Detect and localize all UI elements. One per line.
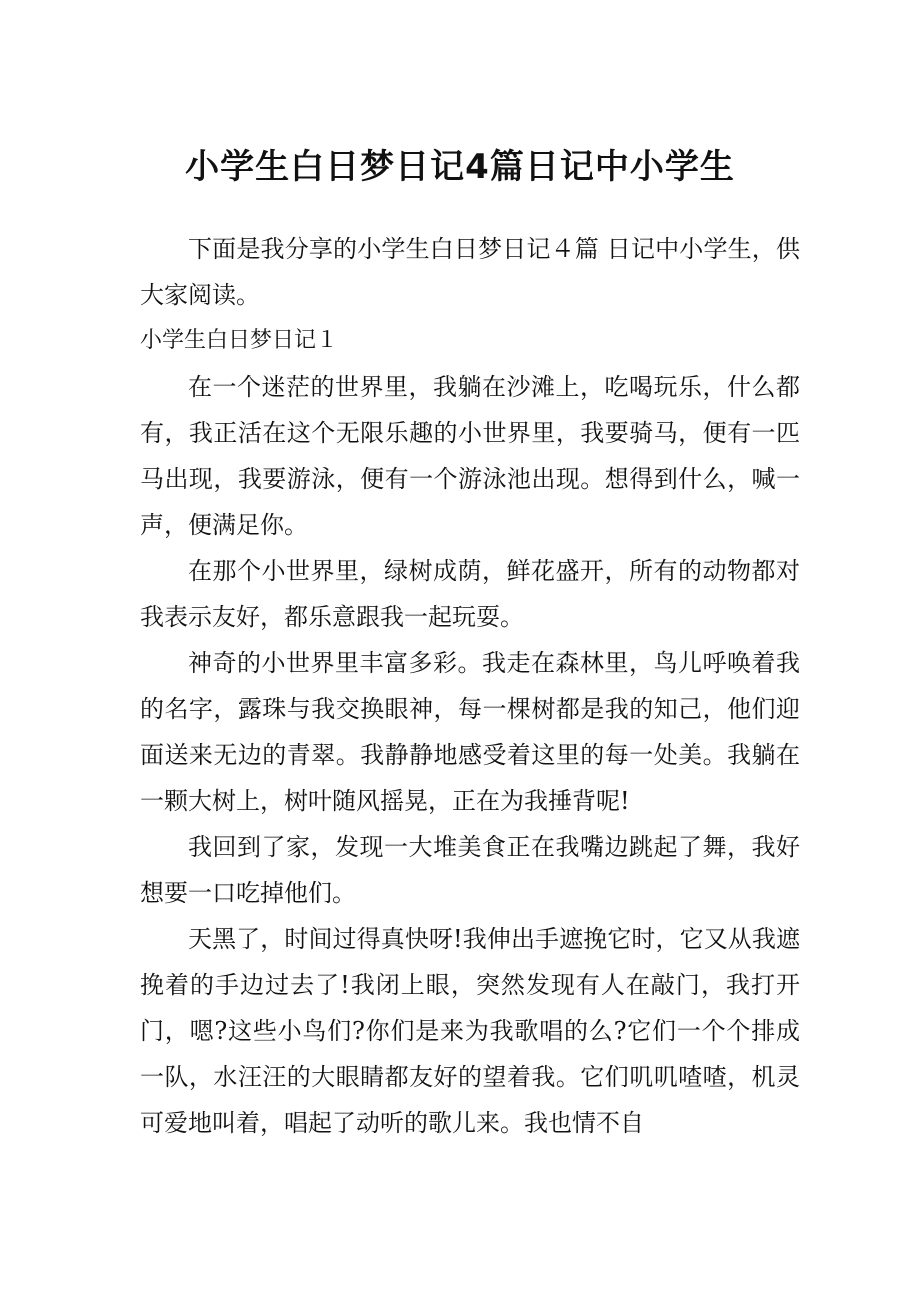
- paragraph-4: 我回到了家，发现一大堆美食正在我嘴边跳起了舞，我好想要一口吃掉他们。: [140, 833, 800, 907]
- paragraph-2: 在那个小世界里，绿树成荫，鲜花盛开，所有的动物都对我表示友好，都乐意跟我一起玩耍。: [140, 557, 800, 631]
- section-heading: 小学生白日梦日记１: [140, 328, 339, 353]
- document-body: [140, 226, 800, 1146]
- paragraph-1: 在一个迷茫的世界里，我躺在沙滩上，吃喝玩乐，什么都有，我正活在这个无限乐趣的小世界里，我要骑马，便有一匹马出现，我要游泳，便有一个游泳池出现。想得到什么，喊一声，便满足你。: [140, 373, 800, 539]
- document-title: 小学生白日梦日记4篇日记中小学生: [185, 147, 735, 187]
- paragraph-3: 神奇的小世界里丰富多彩。我走在森林里，鸟儿呼唤着我的名字，露珠与我交换眼神，每一棵树都是我的知己，他们迎面送来无边的青翠。我静静地感受着这里的每一处美。我躺在一颗大树上，树叶随风摇晃，正在为我捶背呢!: [140, 649, 800, 815]
- intro-paragraph: 下面是我分享的小学生白日梦日记４篇 日记中小学生，供大家阅读。: [140, 235, 800, 309]
- paragraph-5: 天黑了，时间过得真快呀!我伸出手遮挽它时，它又从我遮挽着的手边过去了!我闭上眼，突然发现有人在敲门，我打开门，嗯?这些小鸟们?你们是来为我歌唱的么?它们一个个排成一队，水汪汪的大眼睛都友好的望着我。它们叽叽喳喳，机灵可爱地叫着，唱起了动听的歌儿来。我也情不自: [140, 925, 800, 1137]
